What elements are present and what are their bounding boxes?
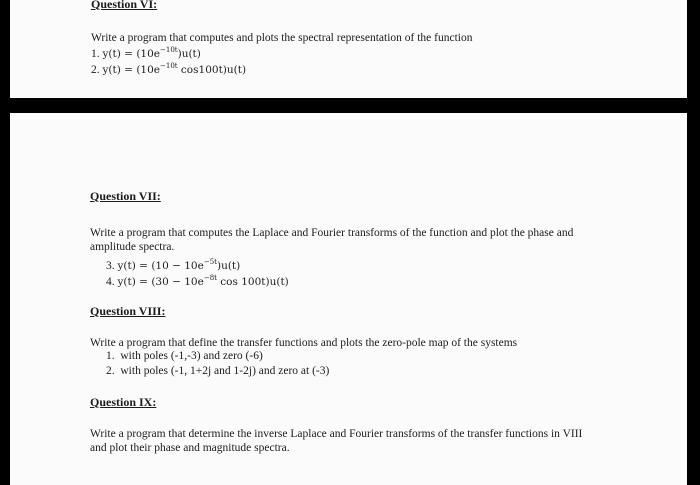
equation: $y(t) = (10e^{-10t})u(t)$: [102, 46, 201, 60]
question-9-intro: Write a program that determine the inverse Laplace and Fourier transforms of the transfer functions in VIII and plot their phase and magnitude spectra.: [90, 428, 583, 454]
equation: $y(t) = (30 - 10e^{-8t}$ cos 100t)u(t): [117, 274, 289, 288]
item-number: 1.: [91, 48, 100, 60]
question-7-heading: Question VII:: [90, 189, 161, 203]
item-text: with poles (-1, 1+2j and 1-2j) and zero at (-3): [120, 365, 330, 377]
item-text: with poles (-1,-3) and zero (-6): [120, 350, 263, 362]
question-7-item-3: [106, 258, 240, 272]
item-number: 2.: [106, 365, 115, 377]
question-9-heading: Question IX:: [90, 395, 157, 409]
question-6-item-2: [91, 62, 246, 76]
item-number: 3.: [106, 260, 115, 272]
question-7-item-4: [106, 274, 289, 288]
question-8-item-1: [106, 350, 263, 362]
question-8-item-2: [106, 365, 329, 377]
equation: $y(t) = (10e^{-10t}$ cos100t)u(t): [102, 62, 247, 76]
item-number: 2.: [91, 64, 100, 76]
page-top-sheet: [10, 0, 687, 98]
question-6-intro: Write a program that computes and plots the spectral representation of the function: [91, 32, 473, 44]
item-number: 1.: [106, 350, 115, 362]
page-bottom-sheet: [10, 113, 687, 485]
question-6-item-1: [91, 46, 201, 60]
question-7-intro: Write a program that computes the Laplace and Fourier transforms of the function and plot the phase and amplitude spectra.: [90, 227, 574, 253]
question-8-heading: Question VIII:: [90, 304, 166, 318]
question-6-heading: Question VI:: [91, 0, 158, 11]
question-8-intro: Write a program that define the transfer functions and plots the zero-pole map of the systems: [90, 337, 518, 349]
item-number: 4.: [106, 276, 115, 288]
equation: $y(t) = (10 - 10e^{-5t})u(t)$: [117, 258, 241, 272]
